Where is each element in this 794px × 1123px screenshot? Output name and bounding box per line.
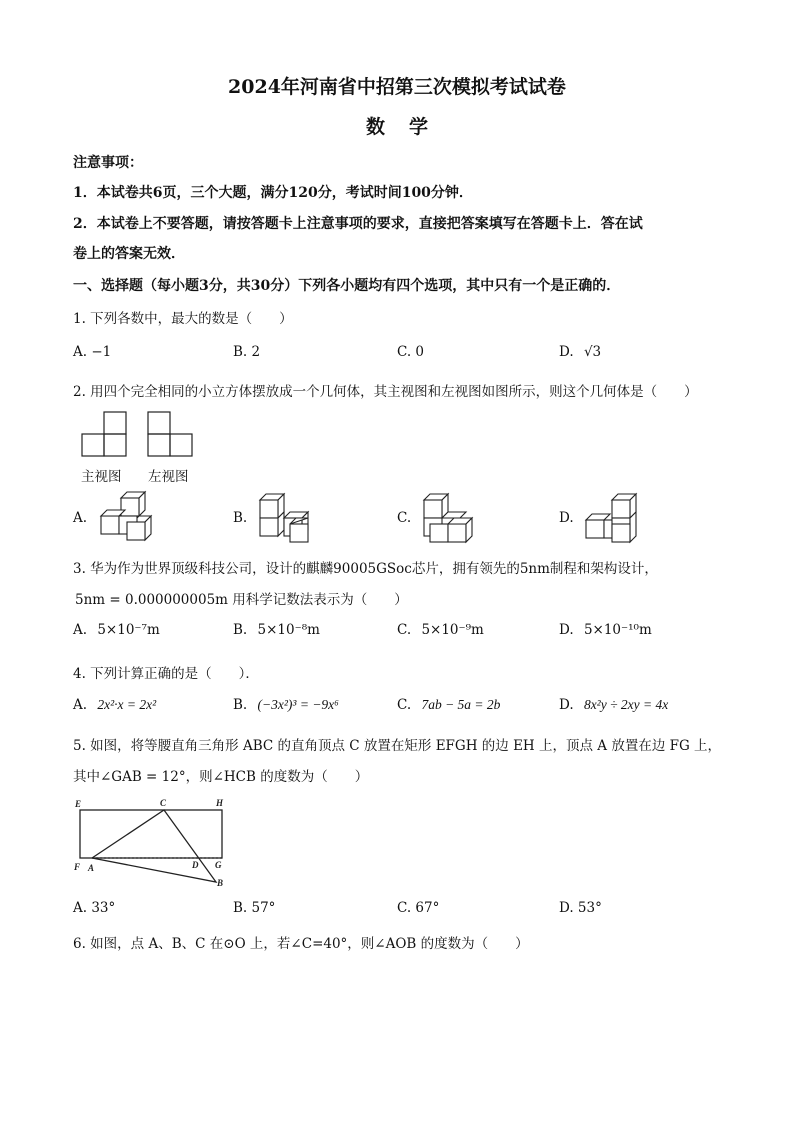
q4-option-c-label: C. bbox=[397, 697, 412, 713]
q2-option-b-label: B. bbox=[233, 510, 248, 526]
section-1-heading: 一、选择题（每小题3分，共30分）下列各小题均有四个选项，其中只有一个是正确的． bbox=[73, 278, 621, 294]
q3-option-c-value: 5×10⁻⁹m bbox=[421, 622, 484, 638]
subject-title: 数学 bbox=[365, 116, 452, 138]
q2-option-b-figure bbox=[256, 490, 316, 545]
q3-option-c bbox=[397, 622, 484, 638]
q2-stem: 2. 用四个完全相同的小立方体摆放成一个几何体，其主视图和左视图如图所示，则这个几何体是（ ） bbox=[73, 384, 698, 400]
q3-option-a-value: 5×10⁻⁷m bbox=[97, 622, 160, 638]
q4-option-b bbox=[233, 697, 339, 713]
q5-label-d: D bbox=[192, 860, 199, 870]
notes-item-1: 1．本试卷共6页，三个大题，满分120分，考试时间100分钟． bbox=[73, 185, 473, 201]
q3-option-b-label: B. bbox=[233, 622, 248, 638]
q3-stem-line2: 5nm = 0.000000005m 用科学记数法表示为（ ） bbox=[75, 592, 408, 608]
q4-option-c-value: 7ab − 5a = 2b bbox=[421, 697, 501, 712]
q5-option-b: B. 57° bbox=[233, 900, 276, 916]
q4-option-c bbox=[397, 697, 500, 713]
q4-stem: 4. 下列计算正确的是（ ）． bbox=[73, 666, 259, 682]
q1-option-d-value: √3 bbox=[583, 344, 602, 360]
q5-option-c: C. 67° bbox=[397, 900, 440, 916]
q5-label-b: B bbox=[217, 878, 224, 888]
q4-option-b-label: B. bbox=[233, 697, 248, 713]
page-title: 2024年河南省中招第三次模拟考试试卷 bbox=[228, 76, 566, 98]
q3-option-d-value: 5×10⁻¹⁰m bbox=[583, 622, 652, 638]
q5-stem-line2: 其中∠GAB = 12°，则∠HCB 的度数为（ ） bbox=[73, 769, 369, 785]
q2-left-view-label: 左视图 bbox=[148, 469, 189, 485]
q3-option-d bbox=[559, 622, 652, 638]
q4-option-a-label: A. bbox=[73, 697, 88, 713]
q4-option-a bbox=[73, 697, 156, 713]
q5-label-e: E bbox=[75, 799, 82, 809]
q1-stem: 1. 下列各数中，最大的数是（ ） bbox=[73, 311, 293, 327]
q6-stem: 6. 如图，点 A、B、C 在⊙O 上，若∠C=40°，则∠AOB 的度数为（ ） bbox=[73, 936, 529, 952]
q2-three-view-figure bbox=[78, 408, 208, 460]
q2-front-view-label: 主视图 bbox=[81, 469, 122, 485]
q5-option-d: D. 53° bbox=[559, 900, 602, 916]
q4-option-d-label: D. bbox=[559, 697, 574, 713]
notes-heading: 注意事项： bbox=[73, 155, 143, 171]
q5-geometry-figure bbox=[70, 796, 240, 891]
q5-option-a: A. 33° bbox=[73, 900, 116, 916]
q1-option-a: A. −1 bbox=[73, 344, 112, 360]
q1-option-c: C. 0 bbox=[397, 344, 425, 360]
notes-item-2-line1: 2．本试卷上不要答题，请按答题卡上注意事项的要求，直接把答案填写在答题卡上．答在试 bbox=[73, 216, 643, 232]
q1-option-d-label: D. bbox=[559, 344, 574, 360]
q4-option-d bbox=[559, 697, 668, 713]
q3-option-a-label: A. bbox=[73, 622, 88, 638]
q3-stem-line1: 3. 华为作为世界顶级科技公司，设计的麒麟90005GSoc芯片，拥有领先的5nm制程和架构设计， bbox=[73, 561, 658, 577]
q5-label-f: F bbox=[74, 862, 81, 872]
q5-label-h: H bbox=[216, 798, 224, 808]
q1-option-b: B. 2 bbox=[233, 344, 261, 360]
q5-label-a: A bbox=[88, 863, 95, 873]
notes-item-2-line2: 卷上的答案无效． bbox=[73, 246, 185, 262]
q3-option-d-label: D. bbox=[559, 622, 574, 638]
q3-option-c-label: C. bbox=[397, 622, 412, 638]
q4-option-a-value: 2x²·x = 2x² bbox=[97, 697, 157, 712]
q5-stem-line1: 5. 如图，将等腰直角三角形 ABC 的直角顶点 C 放置在矩形 EFGH 的边 EH 上，顶点 A 放置在边 FG 上， bbox=[73, 738, 722, 754]
q4-option-b-value: (−3x²)³ = −9x⁶ bbox=[257, 697, 339, 712]
q2-option-d-figure bbox=[582, 490, 646, 548]
q3-option-a bbox=[73, 622, 160, 638]
q5-label-c: C bbox=[160, 798, 167, 808]
q2-option-a-label: A. bbox=[73, 510, 88, 526]
q2-option-d-label: D. bbox=[559, 510, 574, 526]
q4-option-d-value: 8x²y ÷ 2xy = 4x bbox=[583, 697, 669, 712]
q2-option-c-label: C. bbox=[397, 510, 412, 526]
q3-option-b-value: 5×10⁻⁸m bbox=[257, 622, 320, 638]
q3-option-b bbox=[233, 622, 320, 638]
q5-label-g: G bbox=[215, 860, 222, 870]
q2-option-a-figure bbox=[97, 490, 157, 545]
q1-option-d bbox=[559, 344, 601, 360]
q2-option-c-figure bbox=[420, 490, 480, 548]
